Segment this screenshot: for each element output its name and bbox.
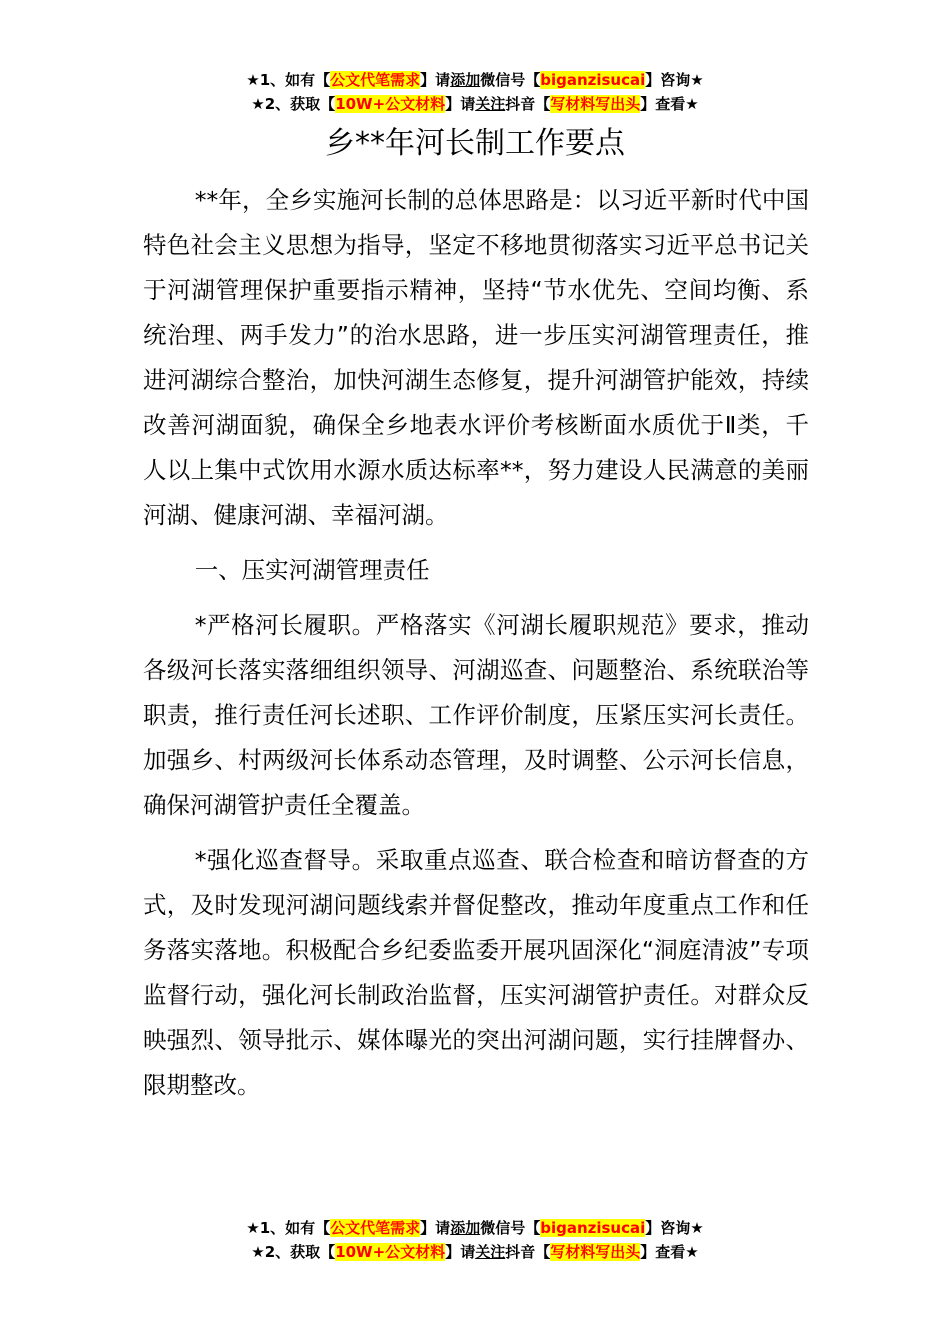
banner-highlight-service: 公文代笔需求 xyxy=(330,1219,421,1237)
banner-highlight-wechat-id: biganzisucai xyxy=(540,1219,646,1237)
banner-highlight-douyin: 写材料写出头 xyxy=(550,1243,641,1261)
header-banner xyxy=(0,68,950,116)
banner-line-1: ★1、如有【公文代笔需求】请添加微信号【biganzisucai】咨询★ xyxy=(246,1219,704,1237)
banner-line-1: ★1、如有【公文代笔需求】请添加微信号【biganzisucai】咨询★ xyxy=(246,71,704,89)
footer-banner xyxy=(0,1216,950,1264)
banner-line-2: ★2、获取【10W+公文材料】请关注抖音【写材料写出头】查看★ xyxy=(251,95,699,113)
paragraph-inspection-supervision: *强化巡查督导。采取重点巡查、联合检查和暗访督查的方式，及时发现河湖问题线索并督促整改，推动年度重点工作和任务落实落地。积极配合乡纪委监委开展巩固深化“洞庭清波”专项监督行动，强化河长制政治监督，压实河湖管护责任。对群众反映强烈、领导批示、媒体曝光的突出河湖问题，实行挂牌督办、限期整改。 xyxy=(143,846,809,1099)
banner-highlight-wechat-id: biganzisucai xyxy=(540,71,646,89)
banner-highlight-service: 公文代笔需求 xyxy=(330,71,421,89)
paragraph-river-chief-duties: *严格河长履职。严格落实《河湖长履职规范》要求，推动各级河长落实落细组织领导、河湖巡查、问题整治、系统联治等职责，推行责任河长述职、工作评价制度，压紧压实河长责任。加强乡、村两级河长体系动态管理，及时调整、公示河长信息，确保河湖管护责任全覆盖。 xyxy=(143,611,809,819)
banner-highlight-douyin: 写材料写出头 xyxy=(550,95,641,113)
document-body xyxy=(143,178,809,1118)
banner-highlight-materials: 10W+公文材料 xyxy=(335,1243,446,1261)
banner-highlight-materials: 10W+公文材料 xyxy=(335,95,446,113)
paragraph-overview: **年，全乡实施河长制的总体思路是：以习近平新时代中国特色社会主义思想为指导，坚定不移地贯彻落实习近平总书记关于河湖管理保护重要指示精神，坚持“节水优先、空间均衡、系统治理、两手发力”的治水思路，进一步压实河湖管理责任，推进河湖综合整治，加快河湖生态修复，提升河湖管护能效，持续改善河湖面貌，确保全乡地表水评价考核断面水质优于Ⅱ类，千人以上集中式饮用水源水质达标率**，努力建设人民满意的美丽河湖、健康河湖、幸福河湖。 xyxy=(143,186,809,529)
document-title: 乡**年河长制工作要点 xyxy=(325,126,625,161)
section-heading-1: 一、压实河湖管理责任 xyxy=(194,556,430,584)
banner-line-2: ★2、获取【10W+公文材料】请关注抖音【写材料写出头】查看★ xyxy=(251,1243,699,1261)
